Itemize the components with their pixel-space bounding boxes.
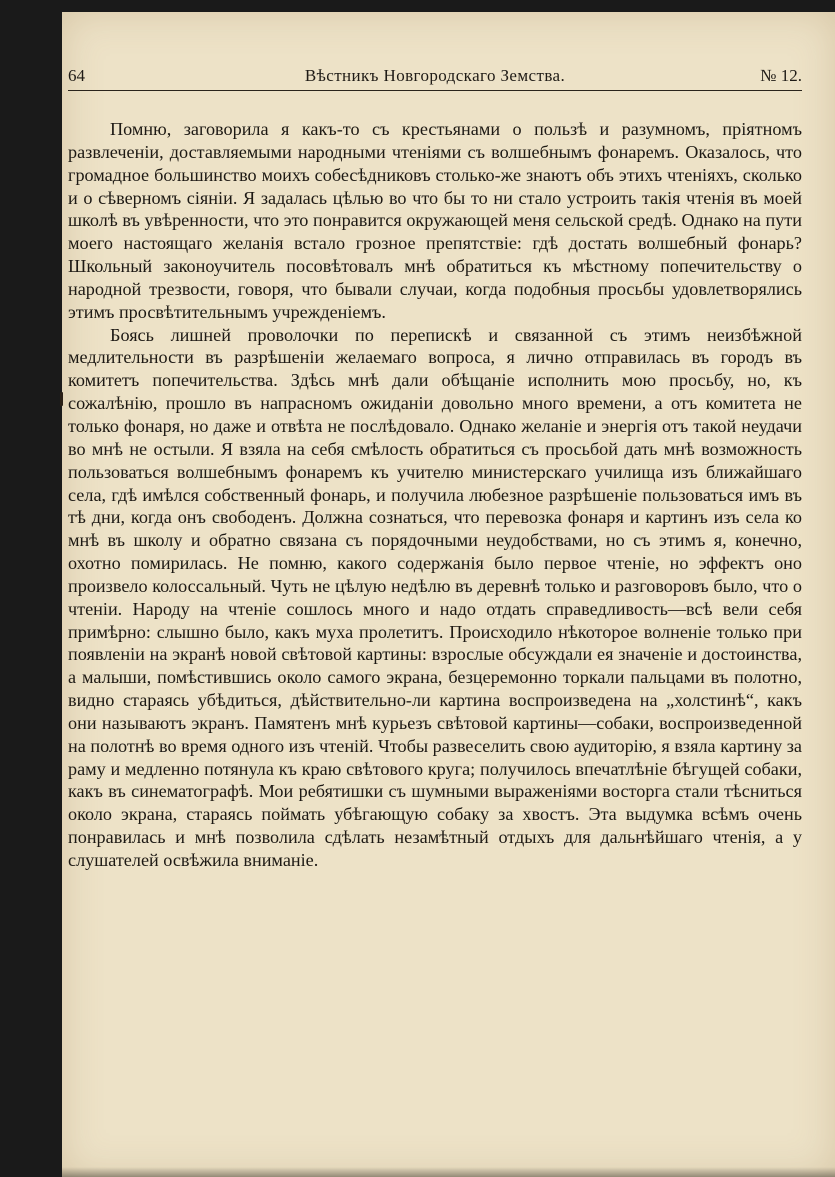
running-header [68,64,802,91]
journal-title: Вѣстникъ Новгородскаго Земства. [304,66,566,85]
paragraph-1: Помню, заговорила я какъ-то съ крестьянами о пользѣ и разумномъ, пріятномъ развлеченіи, доставляемыми народными чтеніями съ волшебнымъ фонаремъ. Оказалось, что громадное большинство моихъ собесѣдниковъ столько-же знаютъ объ этихъ чтеніяхъ, сколько и о сѣверномъ сіяніи. Я задалась цѣлью во что бы то ни стало устроить такія чтенія въ моей школѣ въ увѣренности, что это понравится окружающей меня сельской средѣ. Однако на пути моего настоящаго желанія встало грозное препятствіе: гдѣ достать волшебный фонарь? Школьный законоучитель посовѣтовалъ мнѣ обратиться къ мѣстному попечительству о народной трезвости, говоря, что бывали случаи, когда подобныя просьбы удовлетворялись этимъ просвѣтительнымъ учрежденіемъ. [68,119,802,322]
issue-number: № 12. [760,66,802,85]
page-number: 64 [68,66,85,85]
paragraph-2: Боясь лишней проволочки по перепискѣ и связанной съ этимъ неизбѣжной медлительности въ разрѣшеніи желаемаго вопроса, я лично отправилась въ городъ въ комитетъ попечительства. Здѣсь мнѣ дали обѣщаніе исполнить мою просьбу, но, къ сожалѣнію, прошло въ напрасномъ ожиданіи довольно много времени, а отъ комитета не только фонаря, но даже и отвѣта не послѣдовало. Однако желаніе и энергія отъ такой неудачи во мнѣ не остыли. Я взяла на себя смѣлость обратиться съ просьбой дать мнѣ возможность пользоваться волшебнымъ фонаремъ къ учителю министерскаго училища изъ ближайшаго села, гдѣ имѣлся собственный фонарь, и получила любезное разрѣшеніе пользоваться имъ въ тѣ дни, когда онъ свободенъ. Должна сознаться, что перевозка фонаря и картинъ изъ села ко мнѣ въ школу и обратно связана съ порядочными неудобствами, но съ этимъ я, конечно, охотно помирилась. Не помню, какого содержанія было первое чтеніе, но эффектъ оно произвело колоссальный. Чуть не цѣлую недѣлю въ деревнѣ только и разговоровъ было, что о чтеніи. Народу на чтеніе сошлось много и надо отдать справедливость—всѣ вели себя примѣрно: слышно было, какъ муха пролетитъ. Происходило нѣкоторое волненіе только при появленіи на экранѣ новой свѣтовой картины: взрослые обсуждали ея значеніе и достоинства, а малыши, помѣстившись около самого экрана, безцеремонно торкали пальцами въ полотно, видно стараясь убѣдиться, дѣйствительно-ли картина воспроизведена на „холстинѣ“, какъ они называютъ экранъ. Памятенъ мнѣ курьезъ свѣтовой картины—собаки, воспроизведенной на полотнѣ во время одного изъ чтеній. Чтобы развеселить свою аудиторію, я взяла картину за раму и медленно потянула къ краю свѣтового круга; получилось впечатлѣніе бѣгущей собаки, какъ въ синематографѣ. Мои ребятишки съ шумными выраженіями восторга стали тѣсниться около экрана, стараясь поймать убѣгающую собаку за хвостъ. Эта выдумка всѣмъ очень понравилась и мнѣ позволила сдѣлать незамѣтный отдыхъ для дальнѣйшаго чтенія, а у слушателей освѣжила вниманіе. [68,324,802,870]
page-edge-shadow [62,1167,835,1177]
margin-mark [60,392,63,406]
article-body [68,118,802,872]
